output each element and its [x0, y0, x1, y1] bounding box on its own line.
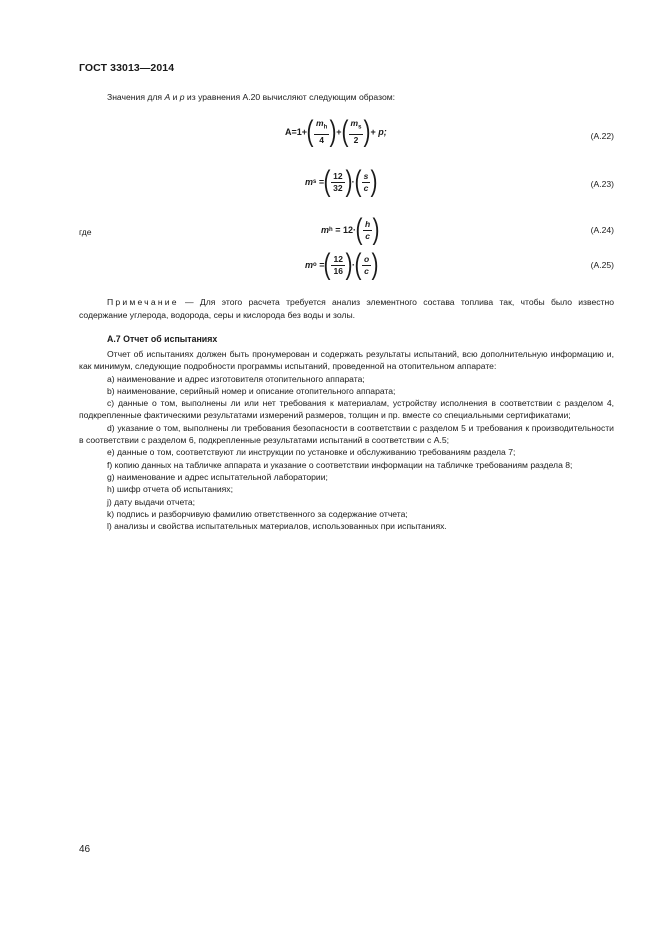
list-item: l) анализы и свойства испытательных материалов, использованных при испытаниях. [107, 521, 447, 532]
equation-number: (А.23) [590, 179, 614, 189]
equation-a22 [0, 113, 661, 153]
list-item: f) копию данных на табличке аппарата и указание о соответствии информации на табличке требованиям раздела 8; [107, 459, 573, 470]
list-item: g) наименование и адрес испытательной лаборатории; [107, 471, 328, 482]
list-item: j) дату выдачи отчета; [107, 496, 195, 507]
equation-number: (А.24) [590, 225, 614, 235]
equation-number: (А.22) [590, 131, 614, 141]
list-item: c) данные о том, выполнены ли или нет требования к материалам, устройству исполнения в соответствии с разделом 4, подкрепленные фактическими результатами измерений размеров, толщин и пр. вместе со специальными сертификатами; [79, 398, 614, 421]
report-requirements [79, 348, 614, 532]
formula-a25: m o = ( $\frac{12}{16}$ ) · ( $\frac{o}{c}$ ) [305, 248, 379, 281]
intro-text: Значения для A и p из уравнения А.20 вычисляют следующим образом: [107, 92, 396, 102]
equation-a23 [0, 165, 661, 205]
list-item: k) подпись и разборчивую фамилию ответственного за содержание отчета; [107, 508, 408, 519]
note-paragraph: Примечание — Для этого расчета требуется анализ элементного состава топлива так, чтобы было известно содержание углерода, водорода, серы и кислорода без воды и золы. [79, 297, 614, 320]
equation-number: (А.25) [590, 260, 614, 270]
section-title: А.7 Отчет об испытаниях [107, 334, 218, 344]
list-item: a) наименование и адрес изготовителя отопительного аппарата; [107, 373, 365, 384]
page-number: 46 [79, 844, 91, 855]
list-item: b) наименование, серийный номер и описание отопительного аппарата; [107, 385, 396, 396]
note-label: Примечание [107, 297, 179, 307]
list-item: h) шифр отчета об испытаниях; [107, 484, 233, 495]
equation-a25 [0, 250, 661, 290]
body-intro: Отчет об испытаниях должен быть пронумерован и содержать результаты испытаний, всю дополнительную информацию и, как минимум, следующие подробности программы испытаний, проведенной на отопительном аппарате: [79, 349, 614, 372]
document-header: ГОСТ 33013—2014 [79, 62, 175, 74]
list-item: d) указание о том, выполнены ли требования безопасности в соответствии с разделом 5 и требования к производительности в соответствии с разделом 6, подкрепленные результатами испытаний в соответствии с А.5; [79, 422, 614, 446]
equation-a24 [0, 213, 661, 253]
formula-a22: A =1+ ( $\frac{m_h}{4}$ ) + ( $\frac{m_s}{2}$ ) + p; [285, 115, 387, 148]
formula-a24: m h = 12· ( $\frac{h}{c}$ ) [321, 213, 380, 246]
where-label: где [79, 227, 92, 237]
formula-a23: m s = ( $\frac{12}{32}$ ) · ( $\frac{s}{c}$ ) [305, 165, 378, 198]
list-item: e) данные о том, соответствуют ли инструкции по установке и обслуживанию требованиям раздела 7; [107, 447, 516, 458]
